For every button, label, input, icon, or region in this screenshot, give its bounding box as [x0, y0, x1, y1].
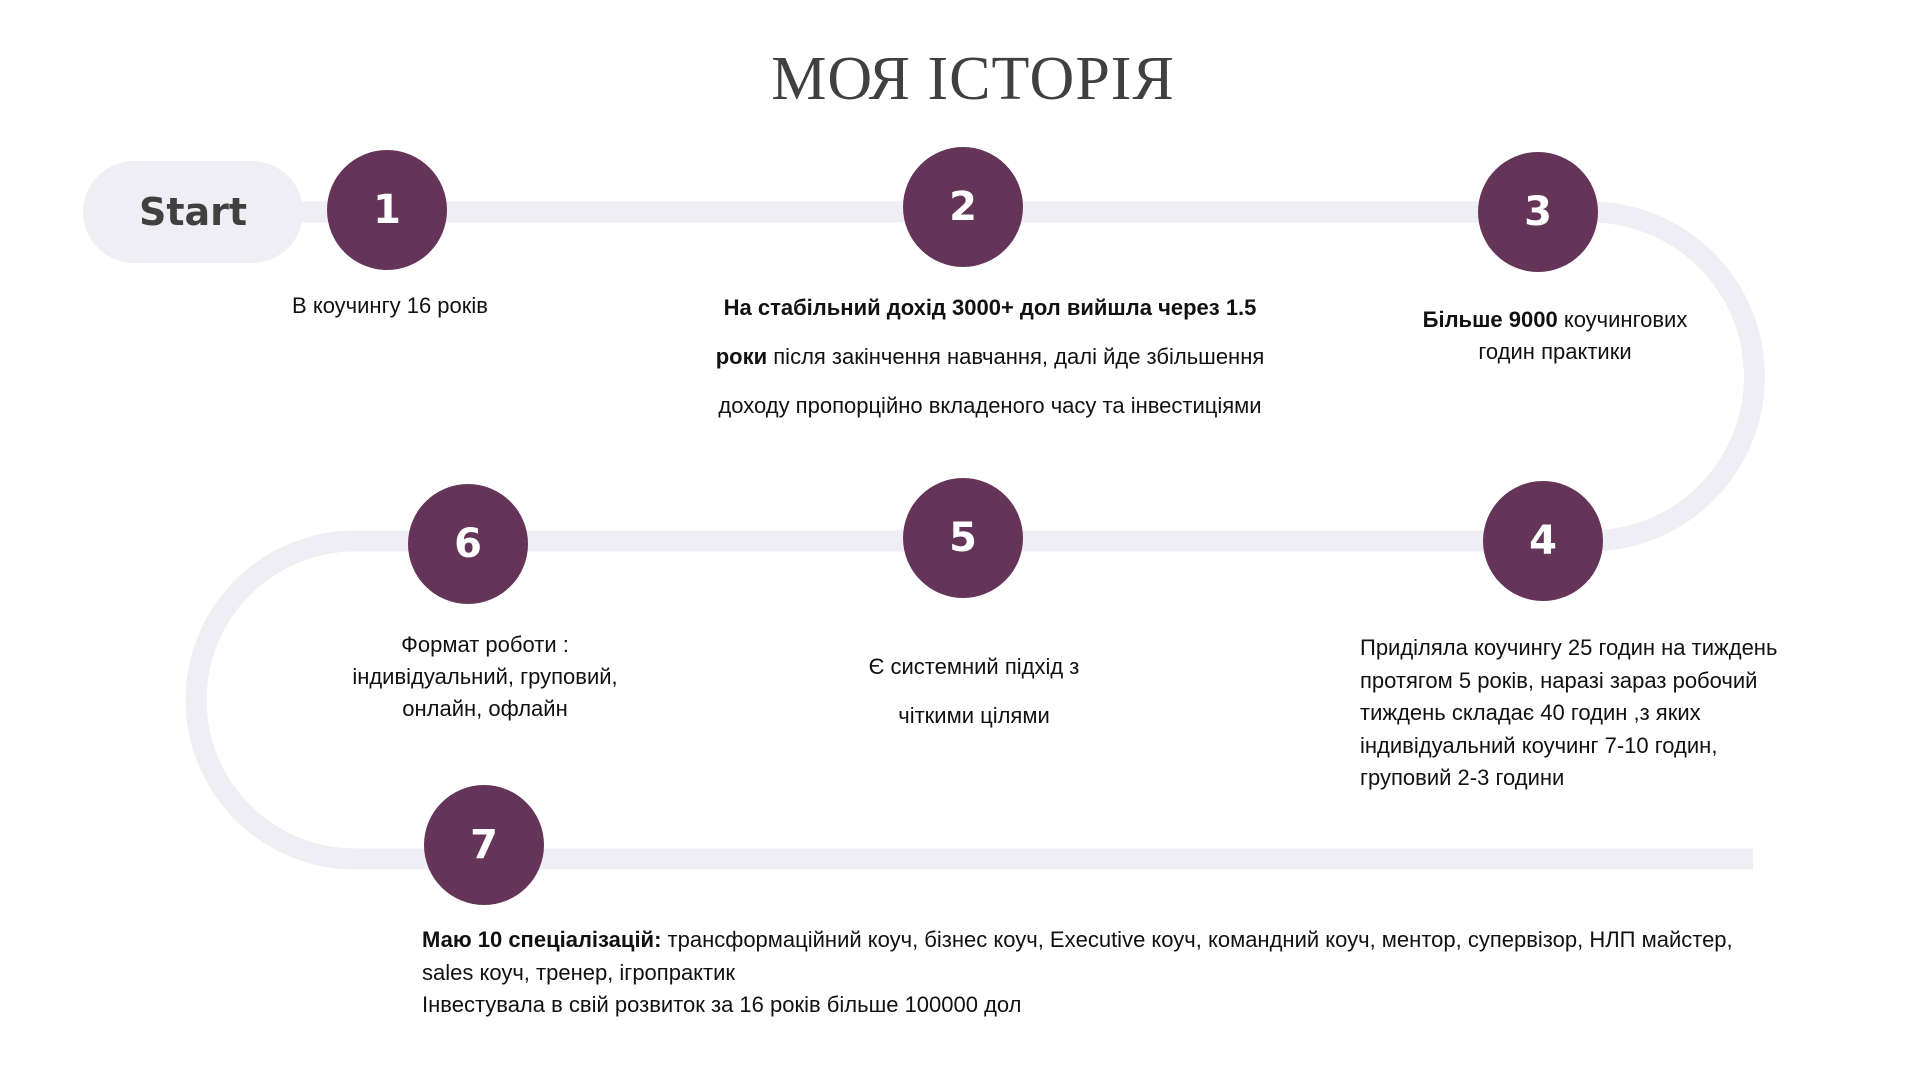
step-1-circle: 1: [327, 150, 447, 270]
step-4-line-5: груповий 2-3 години: [1360, 765, 1565, 790]
step-4-line-3: тиждень складає 40 годин ,з яких: [1360, 700, 1701, 725]
step-6-text: [325, 629, 645, 725]
step-6-line-3: онлайн, офлайн: [402, 696, 568, 721]
step-4-line-4: індивідуальний коучинг 7-10 годин,: [1360, 732, 1718, 758]
step-7-line-1: [422, 924, 1842, 957]
step-6-line-2: індивідуальний, груповий,: [352, 664, 618, 689]
step-7-line-2: sales коуч, тренер, ігропрактик: [422, 959, 736, 985]
page-title: МОЯ ІСТОРІЯ: [771, 45, 1175, 113]
step-2-circle: 2: [903, 147, 1023, 267]
step-3-text: [1380, 304, 1730, 368]
step-2-line-1: На стабільний дохід 3000+ дол вийшла через 1.5: [723, 295, 1257, 320]
step-2-line-3: доходу пропорційно вкладеного часу та інвестиціями: [718, 393, 1262, 418]
step-6-line-1: Формат роботи :: [401, 632, 569, 657]
step-4-text: [1360, 632, 1820, 795]
step-6-circle: 6: [408, 484, 528, 604]
step-5-circle: 5: [903, 478, 1023, 598]
step-4-circle: 4: [1483, 481, 1603, 601]
start-pill: Start: [83, 161, 303, 263]
step-3-line-2: годин практики: [1478, 339, 1632, 364]
step-2-rest: після закінчення навчання, далі йде збільшення: [767, 344, 1265, 369]
step-5-line-2: чіткими цілями: [898, 703, 1050, 728]
step-3-line-1: [1380, 304, 1730, 336]
step-5-line-1: Є системний підхід з: [868, 654, 1080, 679]
step-4-line-1: Приділяла коучингу 25 годин на тиждень: [1360, 635, 1778, 660]
step-3-rest: коучингових: [1557, 307, 1688, 332]
step-5-text: [824, 642, 1124, 740]
step-3-bold: Більше 9000: [1422, 307, 1558, 332]
step-1-text: В коучингу 16 років: [292, 293, 488, 318]
step-3-circle: 3: [1478, 152, 1598, 272]
step-7-line-3: Інвестувала в свій розвиток за 16 років більше 100000 дол: [422, 992, 1022, 1017]
step-4-line-2: протягом 5 років, наразі зараз робочий: [1360, 667, 1758, 693]
step-2-line-2: [660, 332, 1320, 381]
step-7-bold: Маю 10 спеціалізацій:: [422, 927, 662, 952]
step-7-circle: 7: [424, 785, 544, 905]
step-2-text: [660, 283, 1320, 430]
step-7-rest: трансформаційний коуч, бізнес коуч, Executive коуч, командний коуч, ментор, супервізор, НЛП майстер,: [661, 927, 1733, 952]
step-2-bold: роки: [715, 344, 768, 369]
step-7-text: [422, 924, 1842, 1022]
